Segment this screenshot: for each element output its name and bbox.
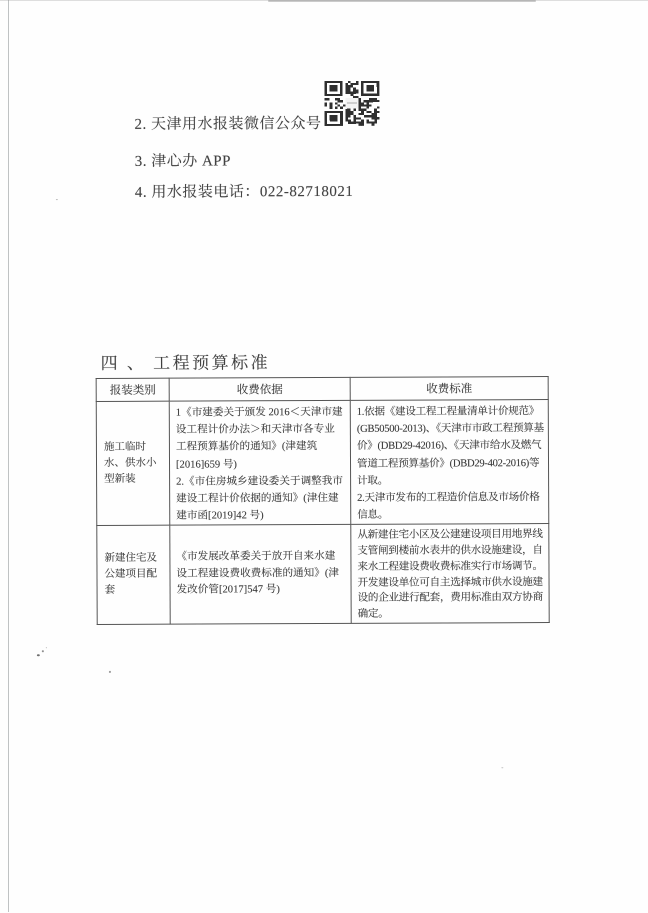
col-header-category: 报装类别 xyxy=(96,378,169,401)
list-item-service-phone xyxy=(135,180,354,202)
fee-standard-item: 从新建住宅小区及公建建设项目用地界线支管闸到楼前水表井的供水设施建设，自来水工程建设费收费标准实行市场调节。开发建设单位可自主选择城市供水设施建设的企业进行配套，费用标准由双方协商确定。 xyxy=(357,529,543,620)
list-item-label: 4. 用水报装电话：022-82718021 xyxy=(134,183,354,201)
section-title: 四 、 工程预算标准 xyxy=(100,353,271,373)
cell-fee-basis xyxy=(170,525,351,624)
table-row xyxy=(96,400,549,526)
fee-basis-item: 2.《市住房城乡建设委关于调整我市建设工程计价依据的通知》(津住建建市函[2019]42 号) xyxy=(176,475,343,522)
scan-speck xyxy=(42,650,44,652)
cell-category: 施工临时水、供水小型新装 xyxy=(96,401,170,526)
qr-code-icon xyxy=(324,81,379,126)
fee-standard-item: 2.天津市发布的工程造价信息及市场价格信息。 xyxy=(357,492,540,522)
scan-speck xyxy=(501,767,503,768)
list-item-wechat-account xyxy=(134,112,321,134)
col-header-fee-basis: 收费依据 xyxy=(169,377,350,401)
budget-standard-table xyxy=(96,376,550,625)
table-row xyxy=(97,524,549,624)
list-item-jinxinban-app xyxy=(135,149,231,170)
table-header-row xyxy=(96,377,548,402)
list-item-label: 2. 天津用水报装微信公众号 xyxy=(134,116,322,133)
col-header-fee-standard: 收费标准 xyxy=(350,377,548,401)
scan-speck xyxy=(37,654,40,656)
scan-speck xyxy=(109,671,111,673)
cell-fee-basis xyxy=(169,400,351,525)
scan-speck xyxy=(46,647,47,648)
fee-basis-item: 《市发展改革委关于放开自来水建设工程建设费收费标准的通知》(津发改价管[2017]547 号) xyxy=(176,551,339,596)
fee-standard-item: 1.依据《建设工程工程量清单计价规范》(GB50500-2013)、《天津市市政工程预算基价》(DBD29-42016)、《天津市给水及燃气管道工程预算基价》(DBD29-402-2016)等计取。 xyxy=(356,406,544,487)
list-item-label: 3. 津心办 APP xyxy=(134,153,232,170)
cell-fee-standard xyxy=(351,524,549,623)
fee-basis-item: 1《市建委关于颁发 2016＜天津市建设工程计价办法＞和天津市各专业工程预算基价的通知》(津建筑[2016]659 号) xyxy=(175,406,343,471)
cell-fee-standard xyxy=(350,400,549,525)
cell-category: 新建住宅及公建项目配套 xyxy=(97,526,170,625)
scan-speck xyxy=(56,199,58,200)
